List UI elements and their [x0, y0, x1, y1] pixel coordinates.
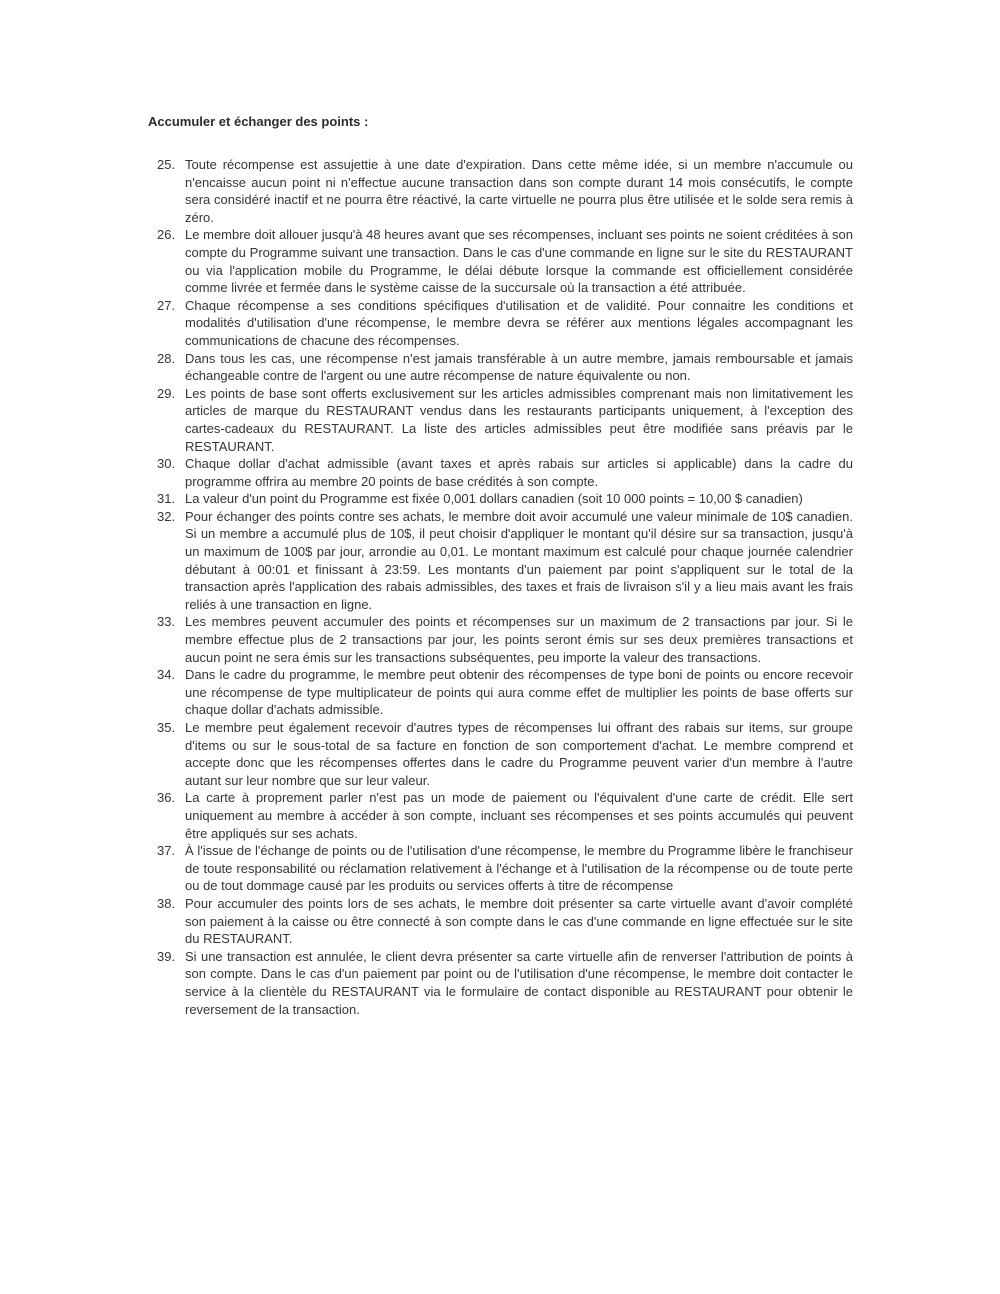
list-item [148, 842, 853, 895]
list-item-text: Les membres peuvent accumuler des points et récompenses sur un maximum de 2 transactions par jour. Si le membre effectue plus de 2 transactions par jour, les points seront émis sur ses deux premières transactions et aucun point ne sera émis sur les transactions subséquentes, peu importe la valeur des transactions. [185, 614, 853, 665]
list-item-number: 39. [157, 948, 176, 964]
list-item-number: 29. [157, 385, 176, 401]
list-item-text: La carte à proprement parler n'est pas un mode de paiement ou l'équivalent d'une carte de crédit. Elle sert uniquement au membre à accéder à son compte, incluant ses récompenses et ses points accumulés qui peuvent être appliqués sur ses achats. [185, 790, 853, 841]
list-item-number: 27. [157, 297, 176, 313]
list-item [148, 895, 853, 948]
list-item [148, 948, 853, 1018]
list-item [148, 226, 853, 296]
list-item-text: La valeur d'un point du Programme est fixée 0,001 dollars canadien (soit 10 000 points = 10,00 $ canadien) [185, 491, 803, 507]
list-item-number: 38. [157, 895, 176, 911]
list-item-text: Les points de base sont offerts exclusivement sur les articles admissibles comprenant mais non limitativement les articles de marque du RESTAURANT vendus dans les restaurants participants uniquement, à l'exception des cartes-cadeaux du RESTAURANT. La liste des articles admissibles peut être modifiée sans préavis par le RESTAURANT. [185, 385, 853, 454]
list-item [148, 385, 853, 455]
list-item-number: 26. [157, 227, 176, 243]
list-item-text: Pour échanger des points contre ses achats, le membre doit avoir accumulé une valeur minimale de 10$ canadien. Si un membre a accumulé plus de 10$, il peut choisir d'appliquer le montant qu'il désire sur sa transaction, jusqu'à un maximum de 100$ par jour, arrondie au 0,01. Le montant maximum est calculé pour chaque journée calendrier débutant à 00:01 et finissant à 23:59. Les montants d'un paiement par point s'appliquent sur le total de la transaction après l'application des rabais admissibles, des taxes et frais de livraison s'il y a lieu mais avant les frais reliés à une transaction en ligne. [185, 508, 853, 612]
list-item-text: Le membre doit allouer jusqu'à 48 heures avant que ses récompenses, incluant ses points ne soient créditées à son compte du Programme suivant une transaction. Dans le cas d'une commande en ligne sur le site du RESTAURANT ou via l'application mobile du Programme, le délai débute lorsque la commande est officiellement considérée comme livrée et fermée dans le système caisse de la succursale où la transaction a été attribuée. [185, 227, 853, 296]
list-item-number: 34. [157, 667, 176, 683]
list-item-text: Dans le cadre du programme, le membre peut obtenir des récompenses de type boni de points ou encore recevoir une récompense de type multiplicateur de points qui aura comme effet de multiplier les points de base offerts sur chaque dollar d'achats admissible. [185, 667, 853, 718]
list-item-number: 35. [157, 720, 176, 735]
list-item-text: Pour accumuler des points lors de ses achats, le membre doit présenter sa carte virtuelle avant d'avoir complété son paiement à la caisse ou être connecté à son compte dans le cas d'une commande en ligne effectuée sur le site du RESTAURANT. [185, 895, 853, 947]
list-item-text: À l'issue de l'échange de points ou de l'utilisation d'une récompense, le membre du Programme libère le franchiseur de toute responsabilité ou réclamation relativement à l'échange et à l'utilisation de la récompense ou de toute perte ou de tout dommage causé par les produits ou services offerts à titre de récompense [185, 843, 853, 894]
list-item-number: 25. [157, 157, 176, 172]
list-item-number: 33. [157, 614, 176, 630]
list-item-text: Dans tous les cas, une récompense n'est jamais transférable à un autre membre, jamais remboursable et jamais échangeable contre de l'argent ou une autre récompense de nature équivalente ou non. [185, 350, 853, 384]
list-item [148, 719, 853, 789]
list-item-number: 31. [157, 491, 176, 507]
list-item [148, 297, 853, 350]
list-item-text: Si une transaction est annulée, le client devra présenter sa carte virtuelle afin de renverser l'attribution de points à son compte. Dans le cas d'un paiement par point ou de l'utilisation d'une récompense, le membre doit contacter le service à la clientèle du RESTAURANT via le formulaire de contact disponible au RESTAURANT pour obtenir le reversement de la transaction. [185, 948, 853, 1017]
list-item-number: 32. [157, 508, 176, 524]
document-heading: Accumuler et échanger des points : [148, 114, 369, 129]
list-item-number: 37. [157, 843, 176, 859]
list-item [148, 666, 853, 719]
list-item [148, 789, 853, 842]
list-item-number: 28. [157, 350, 176, 366]
list-item-text: Chaque dollar d'achat admissible (avant taxes et après rabais sur articles si applicable) dans la cadre du programme offrira au membre 20 points de base crédités à son compte. [185, 456, 853, 489]
list-item [148, 156, 853, 226]
list-item-text: Chaque récompense a ses conditions spécifiques d'utilisation et de validité. Pour connaitre les conditions et modalités d'utilisation d'une récompense, le membre devra se référer aux mentions légales accompagnant les communications de chacune des récompenses. [185, 297, 853, 348]
list-item-text: Toute récompense est assujettie à une date d'expiration. Dans cette même idée, si un membre n'accumule ou n'encaisse aucun point ni n'effectue aucune transaction dans son compte durant 14 mois consécutifs, le compte sera considéré inactif et ne pourra être réactivé, la carte virtuelle ne pourra plus être utilisée et le solde sera remis à zéro. [185, 157, 853, 225]
list-item [148, 508, 853, 614]
list-item [148, 613, 853, 666]
list-item-text: Le membre peut également recevoir d'autres types de récompenses lui offrant des rabais sur items, sur groupe d'items ou sur le sous-total de sa facture en fonction de son comportement d'achat. Le membre comprend et accepte donc que les récompenses offertes dans le cadre du Programme peuvent varier d'un membre à l'autre autant sur leur nombre que sur leur valeur. [185, 720, 853, 788]
terms-list [148, 156, 853, 1018]
list-item [148, 455, 853, 490]
list-item-number: 30. [157, 456, 176, 472]
list-item [148, 350, 853, 385]
list-item [148, 490, 853, 508]
list-item-number: 36. [157, 790, 176, 806]
